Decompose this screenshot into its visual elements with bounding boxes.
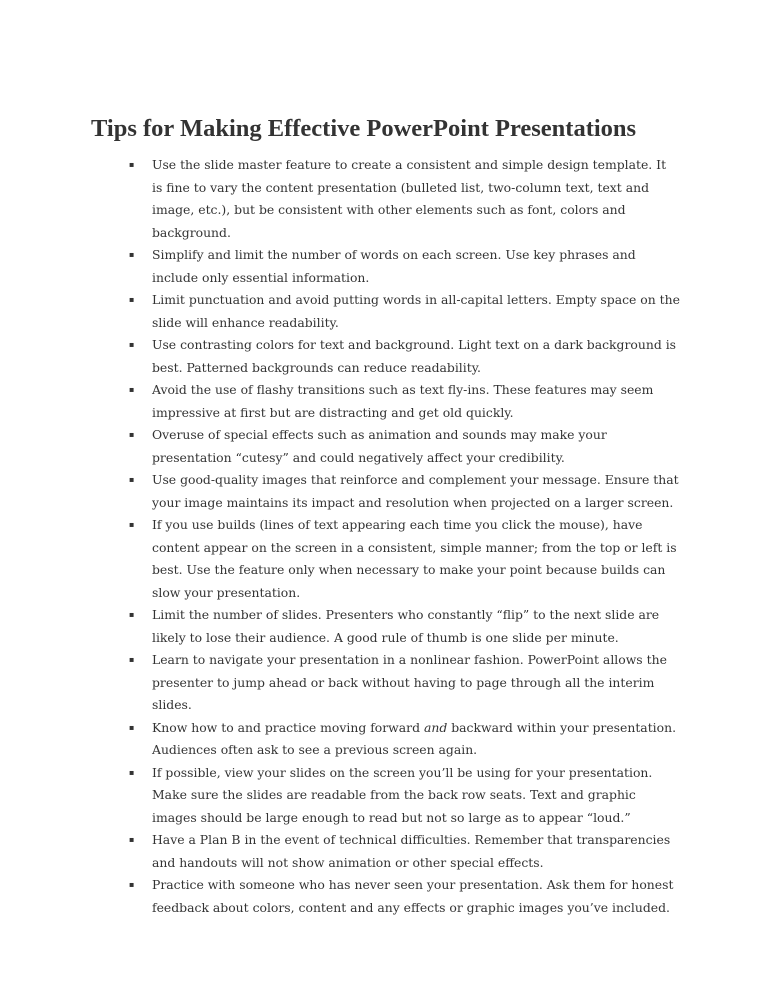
list-item <box>0 334 680 379</box>
square-bullet-icon: ▪ <box>129 160 135 169</box>
tip-text: Simplify and limit the number of words on each screen. Use key phrases and include only essential information. <box>152 247 636 285</box>
tip-text: If possible, view your slides on the screen you’ll be using for your presentation. Make sure the slides are readable from the back row seats. Text and graphic images should be large enough to read but not so large as to appear “loud.” <box>152 764 653 825</box>
tip-text-after: backward within your presentation. Audiences often ask to see a previous screen again. <box>152 719 677 757</box>
tips-list <box>0 154 768 919</box>
square-bullet-icon: ▪ <box>129 520 135 529</box>
document-title: Tips for Making Effective PowerPoint Presentations <box>91 115 637 142</box>
square-bullet-icon: ▪ <box>129 610 135 619</box>
list-item <box>0 649 680 717</box>
list-item <box>0 424 680 469</box>
list-item <box>0 514 680 604</box>
emphasized-word: and <box>423 719 448 735</box>
tip-text <box>152 717 680 762</box>
tip-text: Have a Plan B in the event of technical difficulties. Remember that transparencies and handouts will not show animation or other special effects. <box>152 832 671 870</box>
square-bullet-icon: ▪ <box>129 722 135 732</box>
tip-text: Learn to navigate your presentation in a nonlinear fashion. PowerPoint allows the presenter to jump ahead or back without having to page through all the interim slides. <box>152 652 667 712</box>
square-bullet-icon: ▪ <box>129 430 135 439</box>
tip-text: If you use builds (lines of text appearing each time you click the mouse), have content appear on the screen in a consistent, simple manner; from the top or left is best. Use the feature only when necessary to make your point because builds can slow your presentation. <box>152 517 677 600</box>
list-item <box>0 829 680 874</box>
square-bullet-icon: ▪ <box>129 340 135 349</box>
square-bullet-icon: ▪ <box>129 295 135 304</box>
tip-text: Limit punctuation and avoid putting words in all-capital letters. Empty space on the slide will enhance readability. <box>152 292 680 330</box>
tip-text: Limit the number of slides. Presenters who constantly “flip” to the next slide are likely to lose their audience. A good rule of thumb is one slide per minute. <box>152 607 660 645</box>
list-item <box>0 469 680 514</box>
tip-text: Avoid the use of flashy transitions such as text fly-ins. These features may seem impressive at first but are distracting and get old quickly. <box>152 382 654 420</box>
square-bullet-icon: ▪ <box>129 880 135 889</box>
list-item <box>0 289 680 334</box>
list-item <box>0 604 680 649</box>
list-item <box>0 762 680 830</box>
tip-text: Use contrasting colors for text and background. Light text on a dark background is best. Patterned backgrounds can reduce readability. <box>152 337 677 375</box>
list-item <box>0 154 680 244</box>
tip-text: Overuse of special effects such as animation and sounds may make your presentation “cutesy” and could negatively affect your credibility. <box>152 427 607 465</box>
square-bullet-icon: ▪ <box>129 250 135 259</box>
list-item <box>0 717 680 762</box>
tip-text: Use the slide master feature to create a consistent and simple design template. It is fine to vary the content presentation (bulleted list, two-column text, text and image, etc.), but be consistent with other elements such as font, colors and background. <box>152 157 667 240</box>
square-bullet-icon: ▪ <box>129 835 135 844</box>
list-item <box>0 874 680 919</box>
tip-text-before: Know how to and practice moving forward <box>152 719 424 735</box>
square-bullet-icon: ▪ <box>129 475 135 484</box>
square-bullet-icon: ▪ <box>129 385 135 394</box>
square-bullet-icon: ▪ <box>129 655 135 664</box>
tip-text: Practice with someone who has never seen your presentation. Ask them for honest feedback about colors, content and any effects or graphic images you’ve included. <box>152 877 674 915</box>
list-item <box>0 244 680 289</box>
list-item <box>0 379 680 424</box>
tip-text: Use good-quality images that reinforce and complement your message. Ensure that your image maintains its impact and resolution when projected on a larger screen. <box>152 472 679 510</box>
square-bullet-icon: ▪ <box>129 767 135 777</box>
